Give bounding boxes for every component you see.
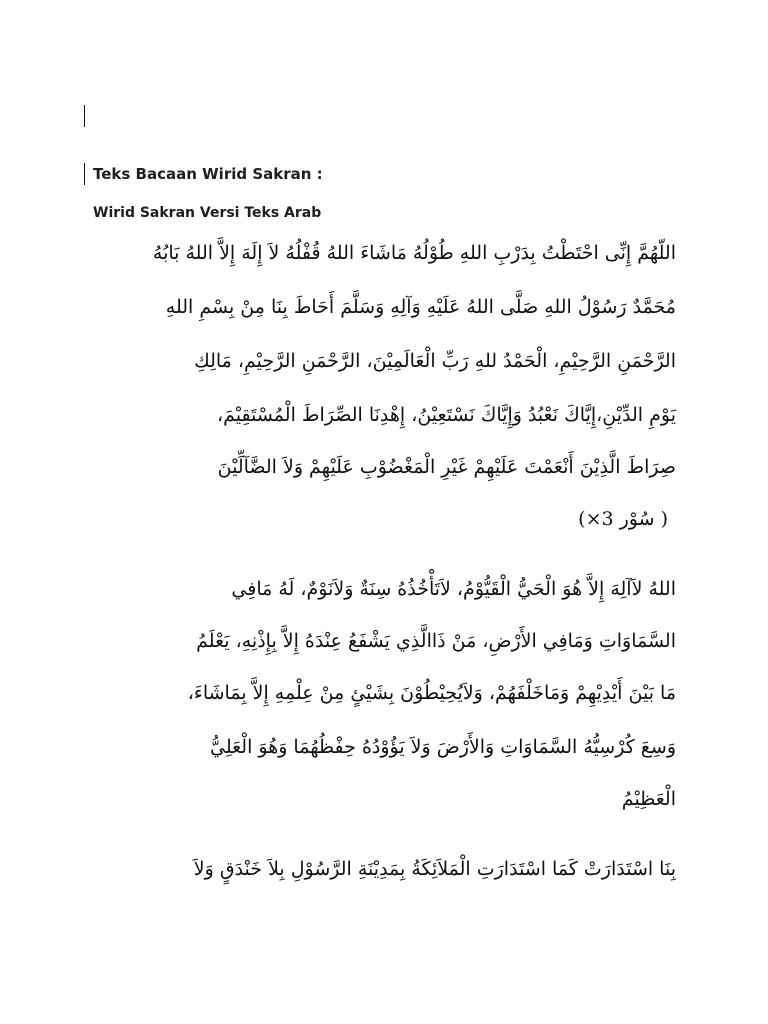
arabic-line: يَوْمِ الدِّيْنِ،إِيَّاكَ نَعْبُدُ وَإِيَّاكَ نَسْتَعِيْنُ، إِهْدِنَا الصِّرَاطَ الْمُسْتَقِيْمَ، xyxy=(217,404,676,426)
text-cursor xyxy=(84,105,85,127)
arabic-line: صِرَاطَ الَّذِيْنَ أَنْعَمْتَ عَلَيْهِمْ غَيْرِ الْمَغْضُوْبِ عَلَيْهِمْ وَلاَ الضَّآلِّيْنَ xyxy=(217,456,676,478)
section-subheading: Wirid Sakran Versi Teks Arab xyxy=(93,205,322,221)
page-heading: Teks Bacaan Wirid Sakran : xyxy=(93,165,323,183)
arabic-line: الْعَظِيْمُ xyxy=(621,788,676,810)
arabic-line: وَسِعَ كُرْسِيُّهُ السَّمَاوَاتِ وَالأَرْضَ وَلاَ يَؤُوْدُهُ حِفْظُهُمَا وَهُوَ الْعَلِيُّ xyxy=(209,736,676,758)
arabic-line: اللهُ لاَآلِهَ إِلاَّ هُوَ الْحَيُّ الْقَيُّوْمُ، لاَتَأْخُذُهُ سِنَةٌ وَلاَنَوْمٌ، لَهُ مَافِي xyxy=(231,578,676,600)
text-cursor-heading xyxy=(84,163,85,185)
arabic-line: الرَّحْمَنِ الرَّحِيْمِ، الْحَمْدُ للهِ رَبِّ الْعَالَمِيْنَ، الرَّحْمَنِ الرَّحِيْمِ، مَالِكِ xyxy=(194,350,676,372)
arabic-line: مَا بَيْنَ أَيْدِيْهِمْ وَمَاخَلْفَهُمْ، وَلاَيُحِيْطُوْنَ بِشَيْئٍ مِنْ عِلْمِهِ إِلاَّ بِمَاشَاءَ، xyxy=(187,682,676,704)
repetition-note: ( سُوْر 3×) xyxy=(578,508,668,530)
arabic-line: السَّمَاوَاتِ وَمَافِي الأَرْضِ، مَنْ ذَاالَّذِي يَشْفَعُ عِنْدَهُ إِلاَّ بِإِذْنِهِ، يَعْلَمُ xyxy=(196,630,676,652)
arabic-line: اللّهُمَّ إِنِّى احْتَطْتُ بِدَرْبِ اللهِ طُوْلُهُ مَاشَاءَ اللهُ قُفْلُهُ لاَ إِلَهَ إِلاَّ اللهُ بَابُهُ xyxy=(152,242,676,264)
arabic-line: مُحَمَّدٌ رَسُوْلُ اللهِ صَلَّى اللهُ عَلَيْهِ وَآلِهِ وَسَلَّمَ أَحَاطَ بِنَا مِنْ بِسْمِ اللهِ xyxy=(165,296,676,318)
arabic-line: بِنَا اسْتَدَارَتْ كَمَا اسْتَدَارَتِ الْمَلاَئِكَةُ بِمَدِيْنَةِ الرَّسُوْلِ بِلاَ خَنْدَقٍ وَلاَ xyxy=(193,858,676,880)
